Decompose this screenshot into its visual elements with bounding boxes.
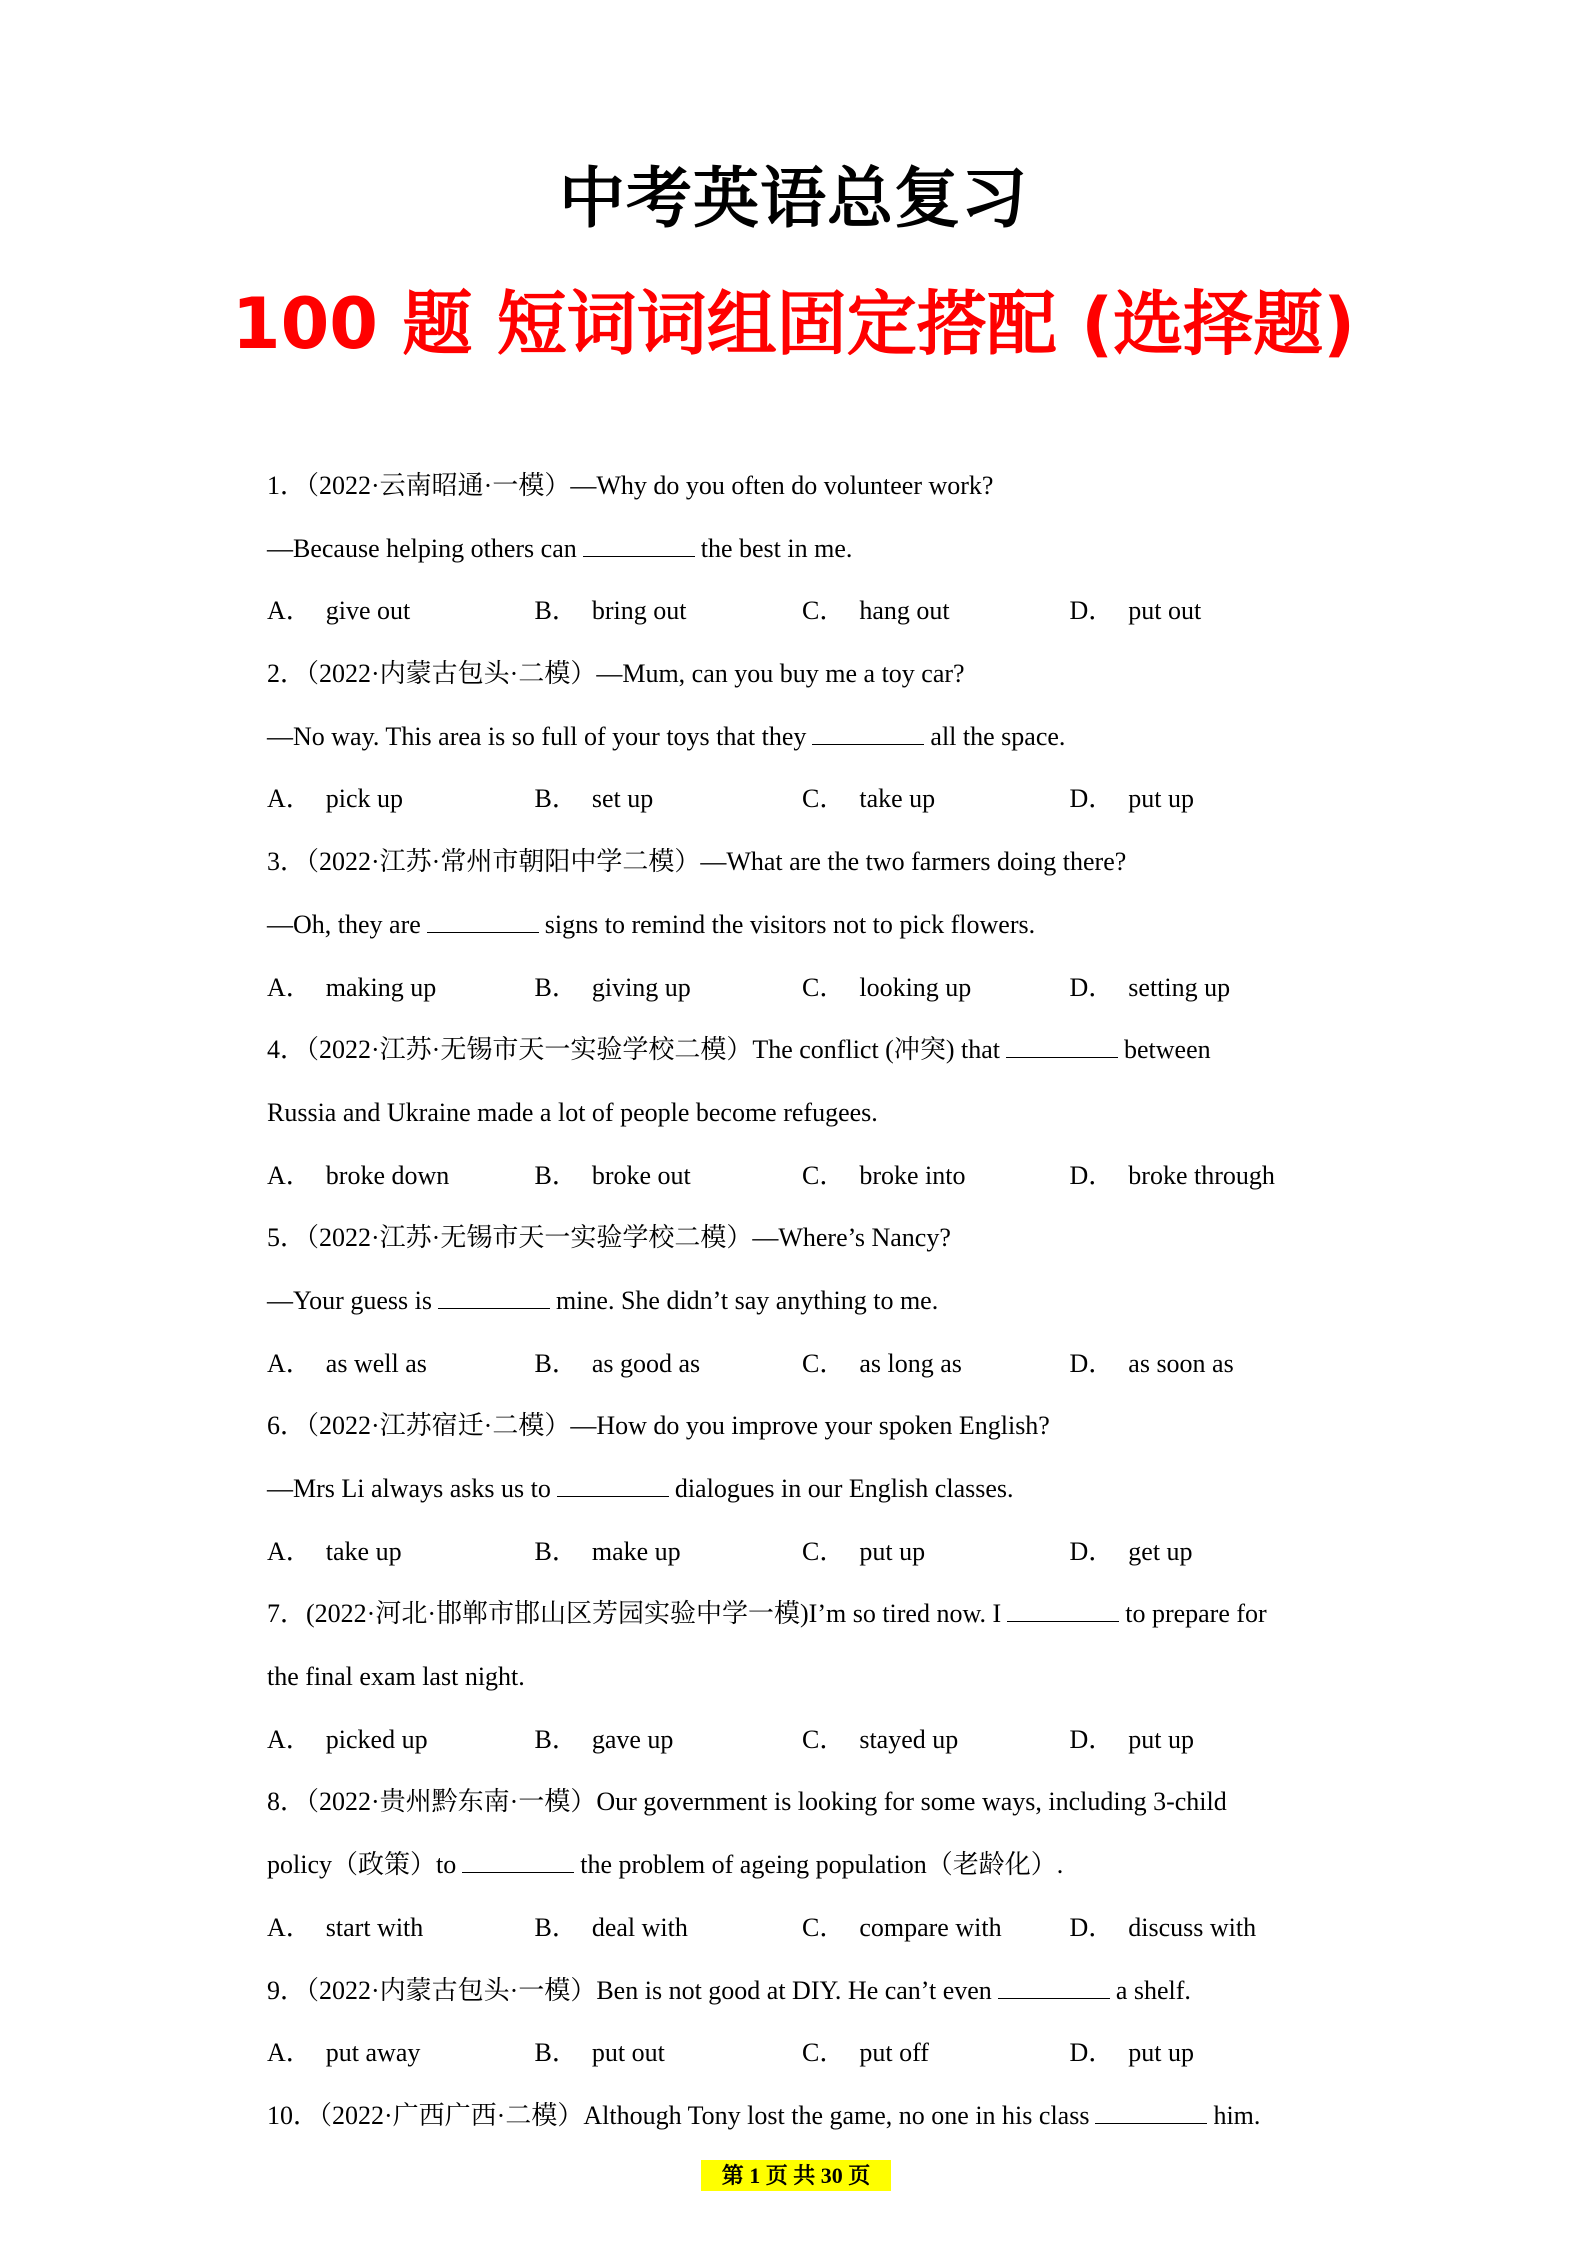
option-text: compare with [859, 1912, 1002, 1942]
option-letter: D． [1069, 2038, 1115, 2068]
options-row [267, 768, 1337, 831]
option-letter: D． [1069, 1724, 1115, 1754]
option-text: broke down [325, 1160, 450, 1190]
option-b [535, 1333, 803, 1396]
option-letter: A． [267, 1536, 312, 1566]
question-line [267, 1458, 1337, 1521]
question-text: signs to remind the visitors not to pick flowers. [544, 909, 1036, 939]
option-letter: C． [802, 1348, 846, 1378]
option-a [267, 1897, 535, 1960]
option-letter: C． [802, 596, 846, 626]
question-line [267, 1583, 1337, 1646]
option-letter: B． [534, 1348, 578, 1378]
option-c [802, 768, 1070, 831]
question-text: —Mum, can you buy me a toy car? [596, 659, 965, 689]
option-c [802, 1333, 1070, 1396]
option-text: put up [1128, 1724, 1195, 1754]
option-c [802, 1709, 1070, 1772]
question-source: （2022·江苏·常州市朝阳中学二模） [306, 847, 701, 877]
option-text: setting up [1128, 972, 1231, 1002]
option-text: put off [859, 2038, 929, 2068]
question-text: mine. She didn’t say anything to me. [555, 1285, 939, 1315]
option-c [802, 1521, 1070, 1584]
option-a [267, 768, 535, 831]
option-letter: A． [267, 1912, 312, 1942]
question-number: 8． [267, 1787, 307, 1817]
answer-blank [462, 1852, 574, 1873]
option-c [802, 957, 1070, 1020]
question-line [267, 894, 1337, 957]
question-source: （2022·江苏·无锡市天一实验学校二模） [306, 1223, 753, 1253]
option-letter: B． [534, 2038, 578, 2068]
question-text: —Mrs Li always asks us to [267, 1474, 551, 1503]
answer-blank [557, 1476, 669, 1497]
option-text: start with [325, 1912, 424, 1942]
option-letter: C． [802, 2038, 846, 2068]
question-number: 2． [267, 659, 307, 689]
option-d [1070, 2022, 1338, 2085]
question-line [267, 455, 1337, 518]
option-letter: D． [1069, 596, 1115, 626]
options-row [267, 957, 1337, 1020]
answer-blank [1095, 2103, 1207, 2124]
question-text: Ben is not good at DIY. He can’t even [596, 1975, 992, 2005]
option-text: as long as [859, 1348, 962, 1378]
option-letter: A． [267, 596, 312, 626]
option-letter: A． [267, 1724, 312, 1754]
answer-blank [427, 912, 539, 933]
question-line [267, 1395, 1337, 1458]
option-text: put up [1128, 2038, 1195, 2068]
option-letter: A． [267, 784, 312, 814]
question-line [267, 1207, 1337, 1270]
option-letter: D． [1069, 1912, 1115, 1942]
question-text: —Where’s Nancy? [752, 1223, 951, 1253]
option-letter: B． [534, 596, 578, 626]
option-letter: B． [534, 1536, 578, 1566]
option-text: as good as [591, 1348, 701, 1378]
option-text: as soon as [1128, 1348, 1234, 1378]
question-line [267, 643, 1337, 706]
option-text: broke out [591, 1160, 691, 1190]
option-text: giving up [591, 972, 691, 1002]
option-letter: A． [267, 972, 312, 1002]
question-text: him. [1213, 2100, 1261, 2130]
question-text: the best in me. [700, 533, 853, 563]
question-line [267, 1771, 1337, 1834]
question-line [267, 1960, 1337, 2023]
question-text: Russia and Ukraine made a lot of people become refugees. [267, 1097, 878, 1127]
options-row [267, 1521, 1337, 1584]
answer-blank [812, 724, 924, 745]
option-a [267, 580, 535, 643]
option-text: hang out [859, 596, 950, 626]
answer-blank [583, 536, 695, 557]
question-line [267, 1834, 1337, 1897]
question-source: （2022·贵州黔东南·一模） [306, 1787, 597, 1817]
option-c [802, 580, 1070, 643]
option-text: deal with [591, 1912, 688, 1942]
option-b [535, 1145, 803, 1208]
options-row [267, 1145, 1337, 1208]
option-text: making up [325, 972, 437, 1002]
option-text: take up [325, 1536, 402, 1566]
question-text: dialogues in our English classes. [674, 1474, 1014, 1503]
question-line [267, 1646, 1337, 1709]
question-text: the final exam last night. [267, 1662, 525, 1692]
option-letter: B． [534, 1160, 578, 1190]
option-letter: B． [534, 1912, 578, 1942]
option-c [802, 1145, 1070, 1208]
question-line [267, 706, 1337, 769]
option-b [535, 1709, 803, 1772]
option-d [1070, 957, 1338, 1020]
question-text: —What are the two farmers doing there? [700, 847, 1127, 877]
question-text: —How do you improve your spoken English? [570, 1411, 1050, 1441]
options-row [267, 580, 1337, 643]
question-text: I’m so tired now. I [808, 1599, 1002, 1629]
options-row [267, 1333, 1337, 1396]
option-text: put up [1128, 784, 1195, 814]
option-letter: C． [802, 1724, 846, 1754]
question-line [267, 1019, 1337, 1082]
option-c [802, 2022, 1070, 2085]
document-subtitle: 100 题 短词词组固定搭配 (选择题) [231, 283, 1356, 365]
question-text: to prepare for [1125, 1599, 1267, 1629]
answer-blank [1006, 1037, 1118, 1058]
page-number: 第 1 页 共 30 页 [701, 2160, 891, 2191]
option-text: get up [1128, 1536, 1193, 1566]
question-line [267, 2085, 1337, 2148]
option-letter: D． [1069, 972, 1115, 1002]
option-text: discuss with [1128, 1912, 1257, 1942]
question-line [267, 831, 1337, 894]
option-d [1070, 1709, 1338, 1772]
option-a [267, 1333, 535, 1396]
option-letter: D． [1069, 1536, 1115, 1566]
option-text: put out [591, 2038, 665, 2068]
option-d [1070, 1897, 1338, 1960]
option-letter: D． [1069, 784, 1115, 814]
option-d [1070, 1333, 1338, 1396]
option-text: picked up [325, 1724, 428, 1754]
question-text: The conflict (冲突) that [752, 1035, 1000, 1065]
option-a [267, 2022, 535, 2085]
question-source: （2022·云南昭通·一模） [306, 471, 571, 500]
question-number: 5． [267, 1223, 307, 1253]
question-line [267, 1082, 1337, 1145]
question-text: policy（政策）to [267, 1850, 457, 1880]
question-text: —No way. This area is so full of your toys that they [267, 721, 807, 751]
question-text: the problem of ageing population（老龄化）. [580, 1850, 1064, 1880]
question-source: （2022·江苏宿迁·二模） [306, 1411, 571, 1441]
question-source: (2022·河北·邯郸市邯山区芳园实验中学一模) [306, 1599, 809, 1629]
option-d [1070, 580, 1338, 643]
option-d [1070, 1521, 1338, 1584]
option-a [267, 1145, 535, 1208]
question-number: 4． [267, 1035, 307, 1065]
option-letter: A． [267, 1160, 312, 1190]
question-source: （2022·广西广西·二模） [319, 2100, 584, 2130]
option-text: make up [591, 1536, 681, 1566]
question-list [267, 455, 1337, 2148]
question-text: between [1123, 1035, 1211, 1065]
question-text: a shelf. [1115, 1975, 1191, 2005]
option-text: gave up [591, 1724, 674, 1754]
question-text: all the space. [930, 721, 1066, 751]
option-text: bring out [591, 596, 687, 626]
question-line [267, 518, 1337, 581]
option-text: broke into [859, 1160, 966, 1190]
option-letter: C． [802, 1160, 846, 1190]
option-letter: B． [534, 972, 578, 1002]
option-text: broke through [1128, 1160, 1275, 1190]
option-b [535, 1521, 803, 1584]
option-text: put out [1128, 596, 1202, 626]
option-letter: D． [1069, 1348, 1115, 1378]
question-source: （2022·内蒙古包头·一模） [306, 1975, 597, 2005]
question-number: 9． [267, 1975, 307, 2005]
options-row [267, 1897, 1337, 1960]
option-a [267, 957, 535, 1020]
answer-blank [998, 1978, 1110, 1999]
option-text: put up [859, 1536, 926, 1566]
question-number: 10． [267, 2100, 320, 2130]
question-number: 7． [267, 1599, 307, 1629]
option-b [535, 580, 803, 643]
option-letter: D． [1069, 1160, 1115, 1190]
option-c [802, 1897, 1070, 1960]
question-line [267, 1270, 1337, 1333]
option-b [535, 957, 803, 1020]
option-d [1070, 768, 1338, 831]
document-title: 中考英语总复习 [559, 160, 1028, 237]
question-text: Although Tony lost the game, no one in his class [583, 2100, 1090, 2130]
question-number: 1． [267, 471, 307, 500]
option-text: give out [325, 596, 411, 626]
option-b [535, 2022, 803, 2085]
question-text: —Because helping others can [267, 533, 577, 563]
option-letter: C． [802, 784, 846, 814]
option-letter: B． [534, 784, 578, 814]
question-text: Our government is looking for some ways, including 3-child [596, 1787, 1227, 1817]
option-text: take up [859, 784, 936, 814]
option-text: as well as [325, 1348, 427, 1378]
option-d [1070, 1145, 1338, 1208]
option-text: looking up [859, 972, 972, 1002]
question-source: （2022·江苏·无锡市天一实验学校二模） [306, 1035, 753, 1065]
option-text: put away [325, 2038, 421, 2068]
options-row [267, 2022, 1337, 2085]
question-text: —Why do you often do volunteer work? [570, 471, 994, 500]
option-a [267, 1521, 535, 1584]
question-source: （2022·内蒙古包头·二模） [306, 659, 597, 689]
options-row [267, 1709, 1337, 1772]
option-text: set up [591, 784, 654, 814]
option-letter: B． [534, 1724, 578, 1754]
answer-blank [1007, 1601, 1119, 1622]
question-number: 3． [267, 847, 307, 877]
option-text: pick up [325, 784, 404, 814]
option-b [535, 1897, 803, 1960]
option-text: stayed up [859, 1724, 959, 1754]
option-letter: C． [802, 1536, 846, 1566]
question-number: 6． [267, 1411, 307, 1441]
question-text: —Oh, they are [267, 909, 421, 939]
option-a [267, 1709, 535, 1772]
option-letter: A． [267, 2038, 312, 2068]
answer-blank [438, 1288, 550, 1309]
option-letter: A． [267, 1348, 312, 1378]
option-letter: C． [802, 1912, 846, 1942]
option-b [535, 768, 803, 831]
option-letter: C． [802, 972, 846, 1002]
question-text: —Your guess is [267, 1285, 432, 1315]
